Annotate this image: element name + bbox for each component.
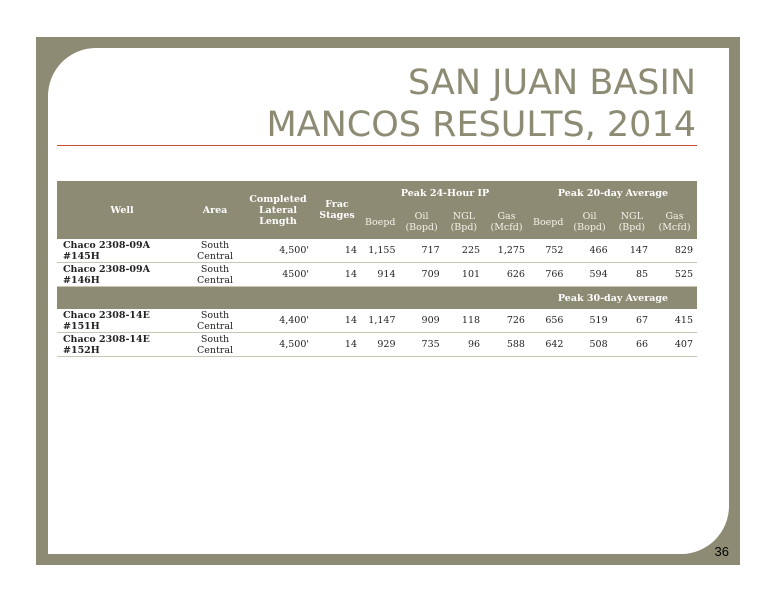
header-peak-20-day-average: Peak 20-day Average (529, 181, 697, 205)
cell-stages: 14 (313, 333, 361, 357)
cell-value: 766 (529, 263, 568, 287)
cell-value: 594 (567, 263, 611, 287)
cell-value: 96 (444, 333, 484, 357)
header-well: Well (57, 181, 187, 239)
cell-value: 717 (400, 239, 444, 263)
cell-value: 656 (529, 309, 568, 333)
header-lateral-length: Completed Lateral Length (243, 181, 313, 239)
cell-length: 4,500' (243, 333, 313, 357)
header-frac-stages: Frac Stages (313, 181, 361, 239)
cell-length: 4,500' (243, 239, 313, 263)
cell-value: 225 (444, 239, 484, 263)
cell-well: Chaco 2308-14E #151H (57, 309, 187, 333)
subheader-ngl-1: NGL (Bpd) (444, 205, 484, 239)
subheader-gas-2: Gas (Mcfd) (652, 205, 697, 239)
cell-stages: 14 (313, 309, 361, 333)
cell-value: 626 (484, 263, 529, 287)
cell-area: South Central (187, 309, 243, 333)
cell-value: 1,147 (361, 309, 400, 333)
cell-stages: 14 (313, 263, 361, 287)
cell-stages: 14 (313, 239, 361, 263)
header-peak-24-hour-ip: Peak 24-Hour IP (361, 181, 529, 205)
cell-value: 118 (444, 309, 484, 333)
table-row (57, 239, 697, 263)
subheader-boepd-1: Boepd (361, 205, 400, 239)
header-area: Area (187, 181, 243, 239)
cell-length: 4,400' (243, 309, 313, 333)
table-row (57, 333, 697, 357)
subheader-oil-2: Oil (Bopd) (567, 205, 611, 239)
table-row (57, 309, 697, 333)
cell-area: South Central (187, 333, 243, 357)
title-line-1: SAN JUAN BASIN (408, 63, 696, 103)
cell-well: Chaco 2308-09A #145H (57, 239, 187, 263)
subheader-oil-1: Oil (Bopd) (400, 205, 444, 239)
cell-value: 752 (529, 239, 568, 263)
cell-value: 85 (612, 263, 652, 287)
subheader-ngl-2: NGL (Bpd) (612, 205, 652, 239)
cell-area: South Central (187, 263, 243, 287)
separator-label: Peak 30-day Average (529, 287, 697, 310)
cell-value: 508 (567, 333, 611, 357)
slide-title (266, 62, 696, 146)
cell-value: 909 (400, 309, 444, 333)
title-line-2: MANCOS RESULTS, 2014 (266, 105, 696, 145)
cell-value: 407 (652, 333, 697, 357)
cell-well: Chaco 2308-09A #146H (57, 263, 187, 287)
subheader-boepd-2: Boepd (529, 205, 568, 239)
cell-well: Chaco 2308-14E #152H (57, 333, 187, 357)
cell-value: 1,155 (361, 239, 400, 263)
results-table (57, 181, 697, 357)
page-number: 36 (714, 544, 729, 559)
cell-value: 735 (400, 333, 444, 357)
cell-value: 66 (612, 333, 652, 357)
cell-value: 709 (400, 263, 444, 287)
cell-value: 525 (652, 263, 697, 287)
cell-value: 67 (612, 309, 652, 333)
cell-value: 101 (444, 263, 484, 287)
table-row (57, 263, 697, 287)
cell-value: 466 (567, 239, 611, 263)
cell-value: 1,275 (484, 239, 529, 263)
cell-value: 588 (484, 333, 529, 357)
cell-value: 929 (361, 333, 400, 357)
cell-value: 726 (484, 309, 529, 333)
separator-row (57, 287, 697, 310)
cell-area: South Central (187, 239, 243, 263)
cell-value: 642 (529, 333, 568, 357)
subheader-gas-1: Gas (Mcfd) (484, 205, 529, 239)
cell-value: 519 (567, 309, 611, 333)
cell-length: 4500' (243, 263, 313, 287)
cell-value: 147 (612, 239, 652, 263)
cell-value: 829 (652, 239, 697, 263)
title-rule (57, 145, 697, 146)
cell-value: 914 (361, 263, 400, 287)
cell-value: 415 (652, 309, 697, 333)
